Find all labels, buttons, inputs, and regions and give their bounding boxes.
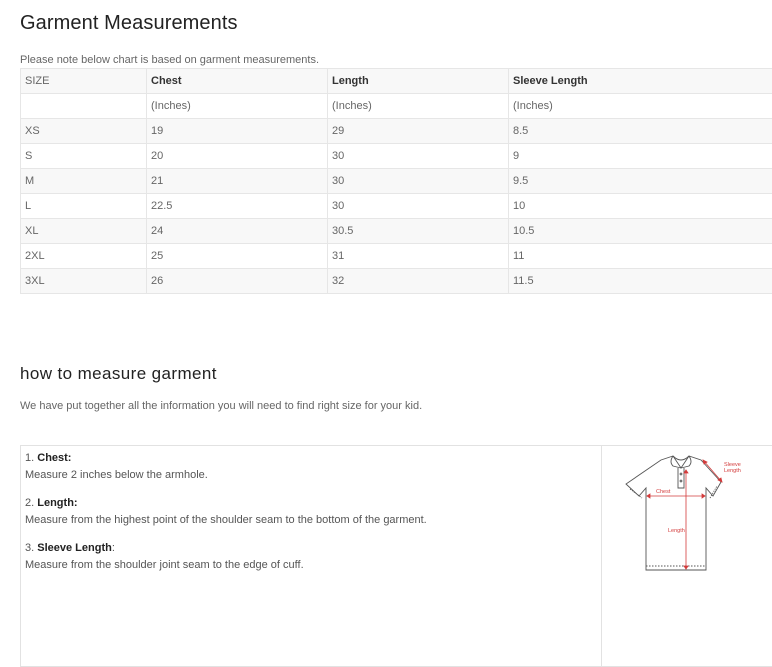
step-number: 3. bbox=[25, 542, 34, 554]
step-label: Sleeve Length bbox=[37, 542, 112, 554]
polo-shirt-measure-diagram bbox=[621, 452, 772, 582]
cell-chest: 20 bbox=[147, 144, 328, 169]
step-sleeve-length bbox=[25, 540, 304, 574]
units-length: (Inches) bbox=[328, 94, 509, 119]
cell-chest: 25 bbox=[147, 244, 328, 269]
cell-sleeve: 9 bbox=[509, 144, 772, 169]
page-title: Garment Measurements bbox=[20, 12, 238, 35]
cell-size: 3XL bbox=[21, 269, 147, 294]
size-chart-table bbox=[20, 68, 772, 294]
cell-sleeve: 8.5 bbox=[509, 119, 772, 144]
step-description: Measure from the shoulder joint seam to the edge of cuff. bbox=[25, 559, 304, 571]
cell-length: 31 bbox=[328, 244, 509, 269]
cell-chest: 22.5 bbox=[147, 194, 328, 219]
step-label: Length: bbox=[37, 497, 77, 509]
cell-sleeve: 11.5 bbox=[509, 269, 772, 294]
cell-chest: 26 bbox=[147, 269, 328, 294]
table-row bbox=[21, 119, 772, 144]
section-intro: We have put together all the information you will need to find right size for your kid. bbox=[20, 400, 422, 412]
cell-size: XL bbox=[21, 219, 147, 244]
units-sleeve: (Inches) bbox=[509, 94, 772, 119]
table-row bbox=[21, 269, 772, 294]
step-description: Measure 2 inches below the armhole. bbox=[25, 469, 208, 481]
cell-size: M bbox=[21, 169, 147, 194]
shirt-outline-icon bbox=[626, 456, 721, 570]
measure-lines bbox=[647, 460, 722, 569]
table-row bbox=[21, 244, 772, 269]
cell-length: 30 bbox=[328, 144, 509, 169]
header-chest: Chest bbox=[147, 69, 328, 94]
cell-length: 29 bbox=[328, 119, 509, 144]
cell-sleeve: 11 bbox=[509, 244, 772, 269]
step-chest bbox=[25, 450, 208, 484]
cell-length: 30 bbox=[328, 194, 509, 219]
cell-sleeve: 10 bbox=[509, 194, 772, 219]
cell-sleeve: 10.5 bbox=[509, 219, 772, 244]
cell-chest: 19 bbox=[147, 119, 328, 144]
units-chest: (Inches) bbox=[147, 94, 328, 119]
measure-steps bbox=[21, 446, 602, 666]
cell-sleeve: 9.5 bbox=[509, 169, 772, 194]
label-sleeve-length: Length bbox=[724, 468, 741, 474]
step-label-suffix: : bbox=[112, 542, 115, 554]
cell-length: 30.5 bbox=[328, 219, 509, 244]
step-length bbox=[25, 495, 427, 529]
header-size: SIZE bbox=[21, 69, 147, 94]
cell-size: L bbox=[21, 194, 147, 219]
units-size bbox=[21, 94, 147, 119]
label-chest: Chest bbox=[656, 489, 671, 495]
cell-length: 30 bbox=[328, 169, 509, 194]
table-row bbox=[21, 144, 772, 169]
measure-guide-box bbox=[20, 445, 772, 667]
cell-chest: 24 bbox=[147, 219, 328, 244]
label-length: Length bbox=[668, 528, 685, 534]
table-row bbox=[21, 219, 772, 244]
cell-chest: 21 bbox=[147, 169, 328, 194]
step-description: Measure from the highest point of the shoulder seam to the bottom of the garment. bbox=[25, 514, 427, 526]
cell-size: XS bbox=[21, 119, 147, 144]
cell-size: 2XL bbox=[21, 244, 147, 269]
step-number: 1. bbox=[25, 452, 34, 464]
step-number: 2. bbox=[25, 497, 34, 509]
label-sleeve: Sleeve bbox=[724, 462, 741, 468]
header-sleeve-length: Sleeve Length bbox=[509, 69, 772, 94]
cell-size: S bbox=[21, 144, 147, 169]
header-length: Length bbox=[328, 69, 509, 94]
table-row bbox=[21, 169, 772, 194]
section-title: how to measure garment bbox=[20, 364, 217, 384]
chart-note: Please note below chart is based on garment measurements. bbox=[20, 54, 319, 66]
step-label: Chest: bbox=[37, 452, 71, 464]
cell-length: 32 bbox=[328, 269, 509, 294]
table-units-row bbox=[21, 94, 772, 119]
table-row bbox=[21, 194, 772, 219]
table-header-row bbox=[21, 69, 772, 94]
